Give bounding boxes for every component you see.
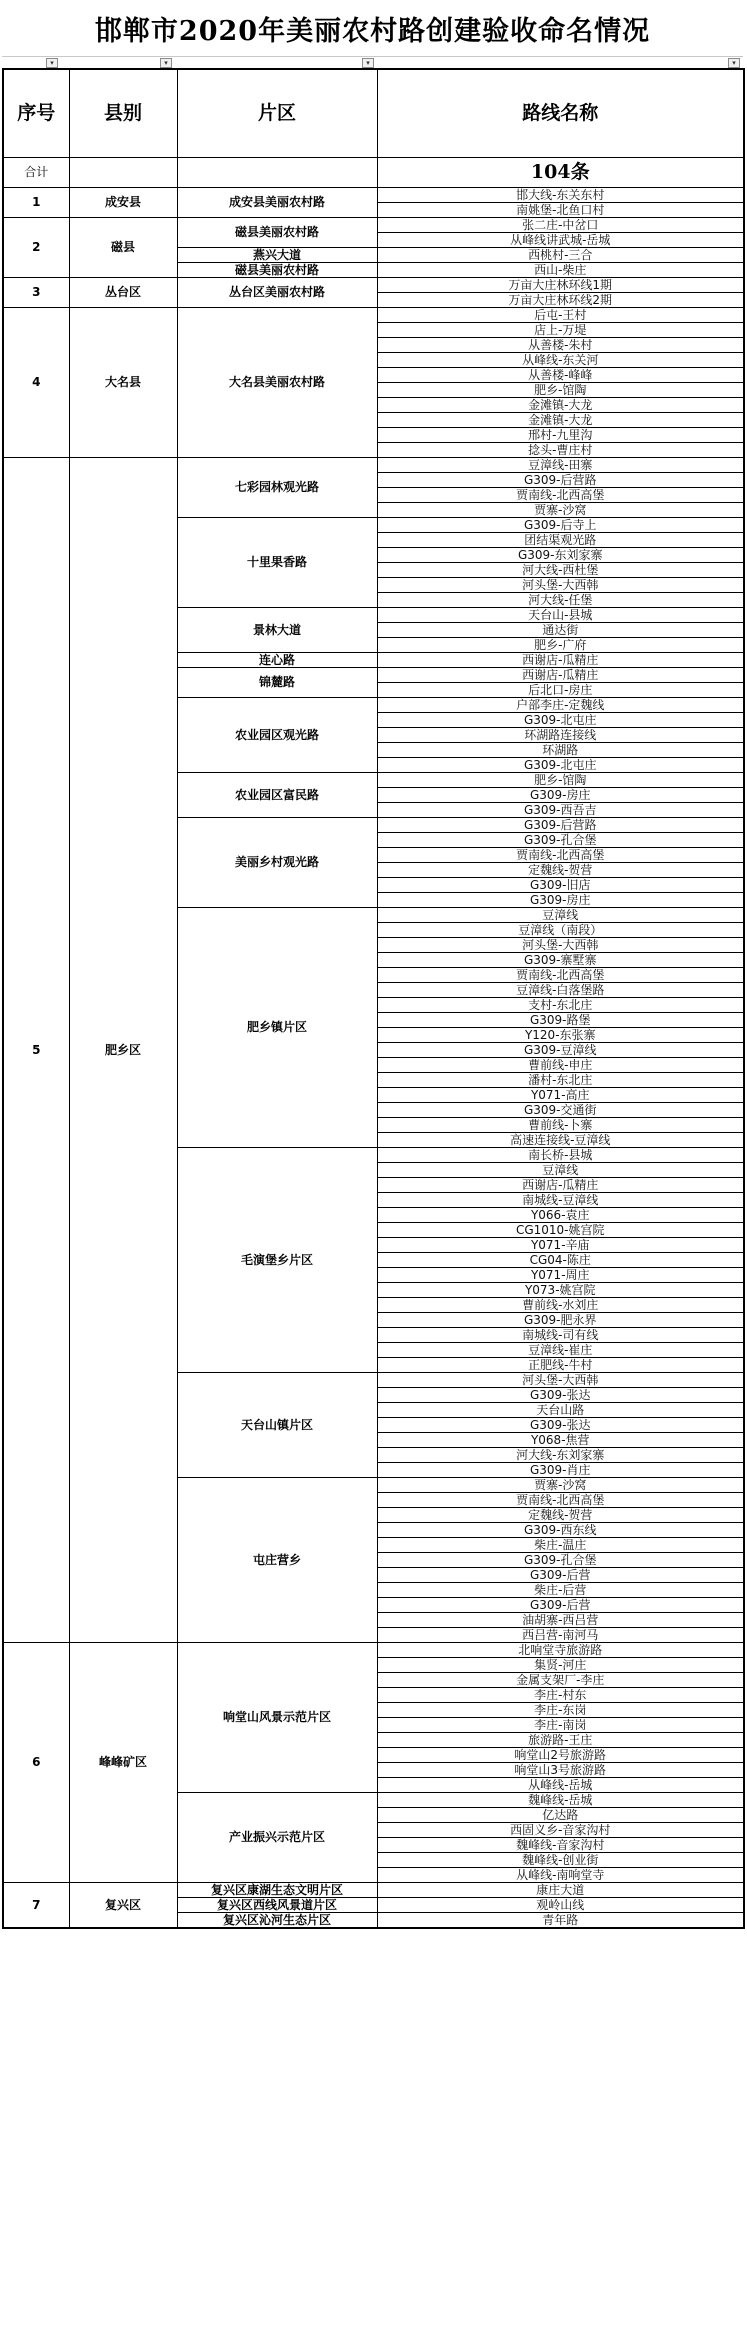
route-name: Y071-辛庙 <box>377 1237 744 1252</box>
route-name: 西固义乡-音家沟村 <box>377 1822 744 1837</box>
route-name: 响堂山2号旅游路 <box>377 1747 744 1762</box>
route-name: 贾南线-北西高堡 <box>377 967 744 982</box>
zone-name: 连心路 <box>177 652 377 667</box>
route-name: G309-交通街 <box>377 1102 744 1117</box>
group-number: 5 <box>3 457 69 1642</box>
route-name: 李庄-东岗 <box>377 1702 744 1717</box>
route-name: 油胡寨-西吕营 <box>377 1612 744 1627</box>
route-name: 店上-万堤 <box>377 322 744 337</box>
header-row <box>3 69 744 157</box>
route-name: Y068-焦营 <box>377 1432 744 1447</box>
county-name: 复兴区 <box>69 1882 177 1928</box>
zone-name: 七彩园林观光路 <box>177 457 377 517</box>
zone-name: 产业振兴示范片区 <box>177 1792 377 1882</box>
route-name: 户部李庄-定魏线 <box>377 697 744 712</box>
zone-name: 毛演堡乡片区 <box>177 1147 377 1372</box>
route-name: 魏峰线-创业街 <box>377 1852 744 1867</box>
zone-name: 天台山镇片区 <box>177 1372 377 1477</box>
zone-name: 肥乡镇片区 <box>177 907 377 1147</box>
route-name: 亿达路 <box>377 1807 744 1822</box>
route-name: 肥乡-馆陶 <box>377 382 744 397</box>
route-name: 捻头-曹庄村 <box>377 442 744 457</box>
route-name: 支村-东北庄 <box>377 997 744 1012</box>
total-label: 合计 <box>3 157 69 187</box>
route-name: G309-旧店 <box>377 877 744 892</box>
route-name: 曹前线-卜寨 <box>377 1117 744 1132</box>
route-name: 南城线-豆漳线 <box>377 1192 744 1207</box>
zone-name: 磁县美丽农村路 <box>177 217 377 247</box>
route-name: 金滩镇-大龙 <box>377 412 744 427</box>
zone-name: 复兴区西线风景道片区 <box>177 1897 377 1912</box>
route-name: 邢村-九里沟 <box>377 427 744 442</box>
route-name: 从善楼-朱村 <box>377 337 744 352</box>
route-name: 魏峰线-音家沟村 <box>377 1837 744 1852</box>
zone-name: 丛台区美丽农村路 <box>177 277 377 307</box>
filter-dropdown-icon[interactable]: ▾ <box>46 58 58 68</box>
route-name: 河大线-任堡 <box>377 592 744 607</box>
route-name: Y120-东张寨 <box>377 1027 744 1042</box>
route-name: 曹前线-申庄 <box>377 1057 744 1072</box>
route-name: 从善楼-峰峰 <box>377 367 744 382</box>
empty-cell <box>69 157 177 187</box>
route-name: 贾寨-沙窝 <box>377 1477 744 1492</box>
route-name: 南城线-司有线 <box>377 1327 744 1342</box>
route-name: 豆漳线 <box>377 907 744 922</box>
route-name: 河头堡-大西韩 <box>377 937 744 952</box>
table-row <box>3 277 744 292</box>
route-name: G309-肥永界 <box>377 1312 744 1327</box>
route-name: CG1010-姚宫院 <box>377 1222 744 1237</box>
route-name: G309-张达 <box>377 1417 744 1432</box>
zone-name: 农业园区观光路 <box>177 697 377 772</box>
zone-name: 复兴区康湖生态文明片区 <box>177 1882 377 1897</box>
route-name: 西吕营-南河马 <box>377 1627 744 1642</box>
route-name: 康庄大道 <box>377 1882 744 1897</box>
route-name: G309-寨墅寨 <box>377 952 744 967</box>
route-name: 定魏线-贺营 <box>377 862 744 877</box>
route-name: 河大线-东刘家寨 <box>377 1447 744 1462</box>
header-cell: 县别 <box>69 69 177 157</box>
sheet-title: 邯郸市2020年美丽农村路创建验收命名情况 <box>94 15 651 47</box>
route-name: 贾南线-北西高堡 <box>377 1492 744 1507</box>
zone-name: 复兴区沁河生态片区 <box>177 1912 377 1928</box>
route-name: G309-路堡 <box>377 1012 744 1027</box>
route-name: 西桃村-三合 <box>377 247 744 262</box>
zone-name: 屯庄营乡 <box>177 1477 377 1642</box>
route-name: 河头堡-大西韩 <box>377 1372 744 1387</box>
zone-name: 锦麓路 <box>177 667 377 697</box>
zone-name: 成安县美丽农村路 <box>177 187 377 217</box>
route-name: 南长桥-县城 <box>377 1147 744 1162</box>
route-name: 正肥线-牛村 <box>377 1357 744 1372</box>
route-name: 西山-柴庄 <box>377 262 744 277</box>
route-name: 观岭山线 <box>377 1897 744 1912</box>
route-name: G309-肖庄 <box>377 1462 744 1477</box>
zone-name: 大名县美丽农村路 <box>177 307 377 457</box>
route-name: G309-后营 <box>377 1567 744 1582</box>
route-name: 从峰线-东关河 <box>377 352 744 367</box>
route-name: 金滩镇-大龙 <box>377 397 744 412</box>
route-name: 环湖路 <box>377 742 744 757</box>
zone-name: 磁县美丽农村路 <box>177 262 377 277</box>
route-name: 李庄-南岗 <box>377 1717 744 1732</box>
route-name: 万亩大庄林环线1期 <box>377 277 744 292</box>
header-cell: 序号 <box>3 69 69 157</box>
route-name: G309-北屯庄 <box>377 757 744 772</box>
route-name: 柴庄-温庄 <box>377 1537 744 1552</box>
zone-name: 景林大道 <box>177 607 377 652</box>
route-name: 天台山-县城 <box>377 607 744 622</box>
county-name: 丛台区 <box>69 277 177 307</box>
route-name: 南姚堡-北鱼口村 <box>377 202 744 217</box>
route-name: 豆漳线（南段） <box>377 922 744 937</box>
route-name: G309-豆漳线 <box>377 1042 744 1057</box>
route-name: 西谢店-瓜精庄 <box>377 652 744 667</box>
route-name: 潘村-东北庄 <box>377 1072 744 1087</box>
empty-cell <box>177 157 377 187</box>
route-name: G309-孔合堡 <box>377 1552 744 1567</box>
route-name: 李庄-村东 <box>377 1687 744 1702</box>
route-name: G309-孔合堡 <box>377 832 744 847</box>
table-row <box>3 217 744 232</box>
group-number: 7 <box>3 1882 69 1928</box>
zone-name: 农业园区富民路 <box>177 772 377 817</box>
group-number: 4 <box>3 307 69 457</box>
route-name: G309-北屯庄 <box>377 712 744 727</box>
route-name: 通达街 <box>377 622 744 637</box>
county-name: 大名县 <box>69 307 177 457</box>
route-name: 豆漳线-崔庄 <box>377 1342 744 1357</box>
route-name: G309-房庄 <box>377 892 744 907</box>
table-row <box>3 1642 744 1657</box>
route-name: G309-西东线 <box>377 1522 744 1537</box>
route-name: Y071-高庄 <box>377 1087 744 1102</box>
route-name: Y073-姚宫院 <box>377 1282 744 1297</box>
route-name: 贾南线-北西高堡 <box>377 847 744 862</box>
group-number: 6 <box>3 1642 69 1882</box>
route-name: 张二庄-中岔口 <box>377 217 744 232</box>
route-name: 后屯-王村 <box>377 307 744 322</box>
route-name: 金属支架厂-李庄 <box>377 1672 744 1687</box>
route-name: 西谢店-瓜精庄 <box>377 667 744 682</box>
route-name: 豆漳线-田寨 <box>377 457 744 472</box>
route-name: 天台山路 <box>377 1402 744 1417</box>
county-name: 磁县 <box>69 217 177 277</box>
route-name: 豆漳线 <box>377 1162 744 1177</box>
county-name: 成安县 <box>69 187 177 217</box>
route-name: G309-后营路 <box>377 817 744 832</box>
group-number: 3 <box>3 277 69 307</box>
route-name: 贾南线-北西高堡 <box>377 487 744 502</box>
route-name: 柴庄-后营 <box>377 1582 744 1597</box>
route-name: 青年路 <box>377 1912 744 1928</box>
route-name: 豆漳线-白落堡路 <box>377 982 744 997</box>
route-name: G309-张达 <box>377 1387 744 1402</box>
route-name: 团结渠观光路 <box>377 532 744 547</box>
route-name: 肥乡-广府 <box>377 637 744 652</box>
route-name: 肥乡-馆陶 <box>377 772 744 787</box>
zone-name: 响堂山风景示范片区 <box>177 1642 377 1792</box>
route-name: 河头堡-大西韩 <box>377 577 744 592</box>
filter-dropdown-icon[interactable]: ▾ <box>728 58 740 68</box>
route-name: 贾寨-沙窝 <box>377 502 744 517</box>
route-name: G309-后营路 <box>377 472 744 487</box>
route-name: G309-西吾吉 <box>377 802 744 817</box>
route-name: Y071-周庄 <box>377 1267 744 1282</box>
route-name: 万亩大庄林环线2期 <box>377 292 744 307</box>
total-count: 104条 <box>377 157 744 187</box>
total-row <box>3 157 744 187</box>
route-name: Y066-袁庄 <box>377 1207 744 1222</box>
route-name: 高速连接线-豆漳线 <box>377 1132 744 1147</box>
zone-name: 十里果香路 <box>177 517 377 607</box>
filter-dropdown-icon[interactable]: ▾ <box>160 58 172 68</box>
spreadsheet <box>2 0 743 2352</box>
route-name: 西谢店-瓜精庄 <box>377 1177 744 1192</box>
table-row <box>3 307 744 322</box>
route-name: CG04-陈庄 <box>377 1252 744 1267</box>
route-name: 后北口-房庄 <box>377 682 744 697</box>
zone-name: 美丽乡村观光路 <box>177 817 377 907</box>
filter-dropdown-icon[interactable]: ▾ <box>362 58 374 68</box>
route-name: 曹前线-水刘庄 <box>377 1297 744 1312</box>
group-number: 1 <box>3 187 69 217</box>
table-row <box>3 457 744 472</box>
group-number: 2 <box>3 217 69 277</box>
filter-bar <box>2 56 743 68</box>
county-name: 峰峰矿区 <box>69 1642 177 1882</box>
route-name: 北响堂寺旅游路 <box>377 1642 744 1657</box>
route-name: 从峰线讲武城-岳城 <box>377 232 744 247</box>
route-name: 从峰线-南响堂寺 <box>377 1867 744 1882</box>
route-name: 响堂山3号旅游路 <box>377 1762 744 1777</box>
header-cell: 路线名称 <box>377 69 744 157</box>
table-row <box>3 1882 744 1897</box>
route-name: G309-后营 <box>377 1597 744 1612</box>
route-name: 定魏线-贺营 <box>377 1507 744 1522</box>
county-name: 肥乡区 <box>69 457 177 1642</box>
route-name: G309-东刘家寨 <box>377 547 744 562</box>
route-name: 从峰线-岳城 <box>377 1777 744 1792</box>
route-name: 集贤-河庄 <box>377 1657 744 1672</box>
route-name: G309-房庄 <box>377 787 744 802</box>
header-cell: 片区 <box>177 69 377 157</box>
road-table <box>2 68 745 1929</box>
route-name: 环湖路连接线 <box>377 727 744 742</box>
route-name: 邯大线-东关东村 <box>377 187 744 202</box>
route-name: 河大线-西杜堡 <box>377 562 744 577</box>
route-name: G309-后寺上 <box>377 517 744 532</box>
table-row <box>3 187 744 202</box>
route-name: 旅游路-王庄 <box>377 1732 744 1747</box>
route-name: 魏峰线-岳城 <box>377 1792 744 1807</box>
zone-name: 燕兴大道 <box>177 247 377 262</box>
